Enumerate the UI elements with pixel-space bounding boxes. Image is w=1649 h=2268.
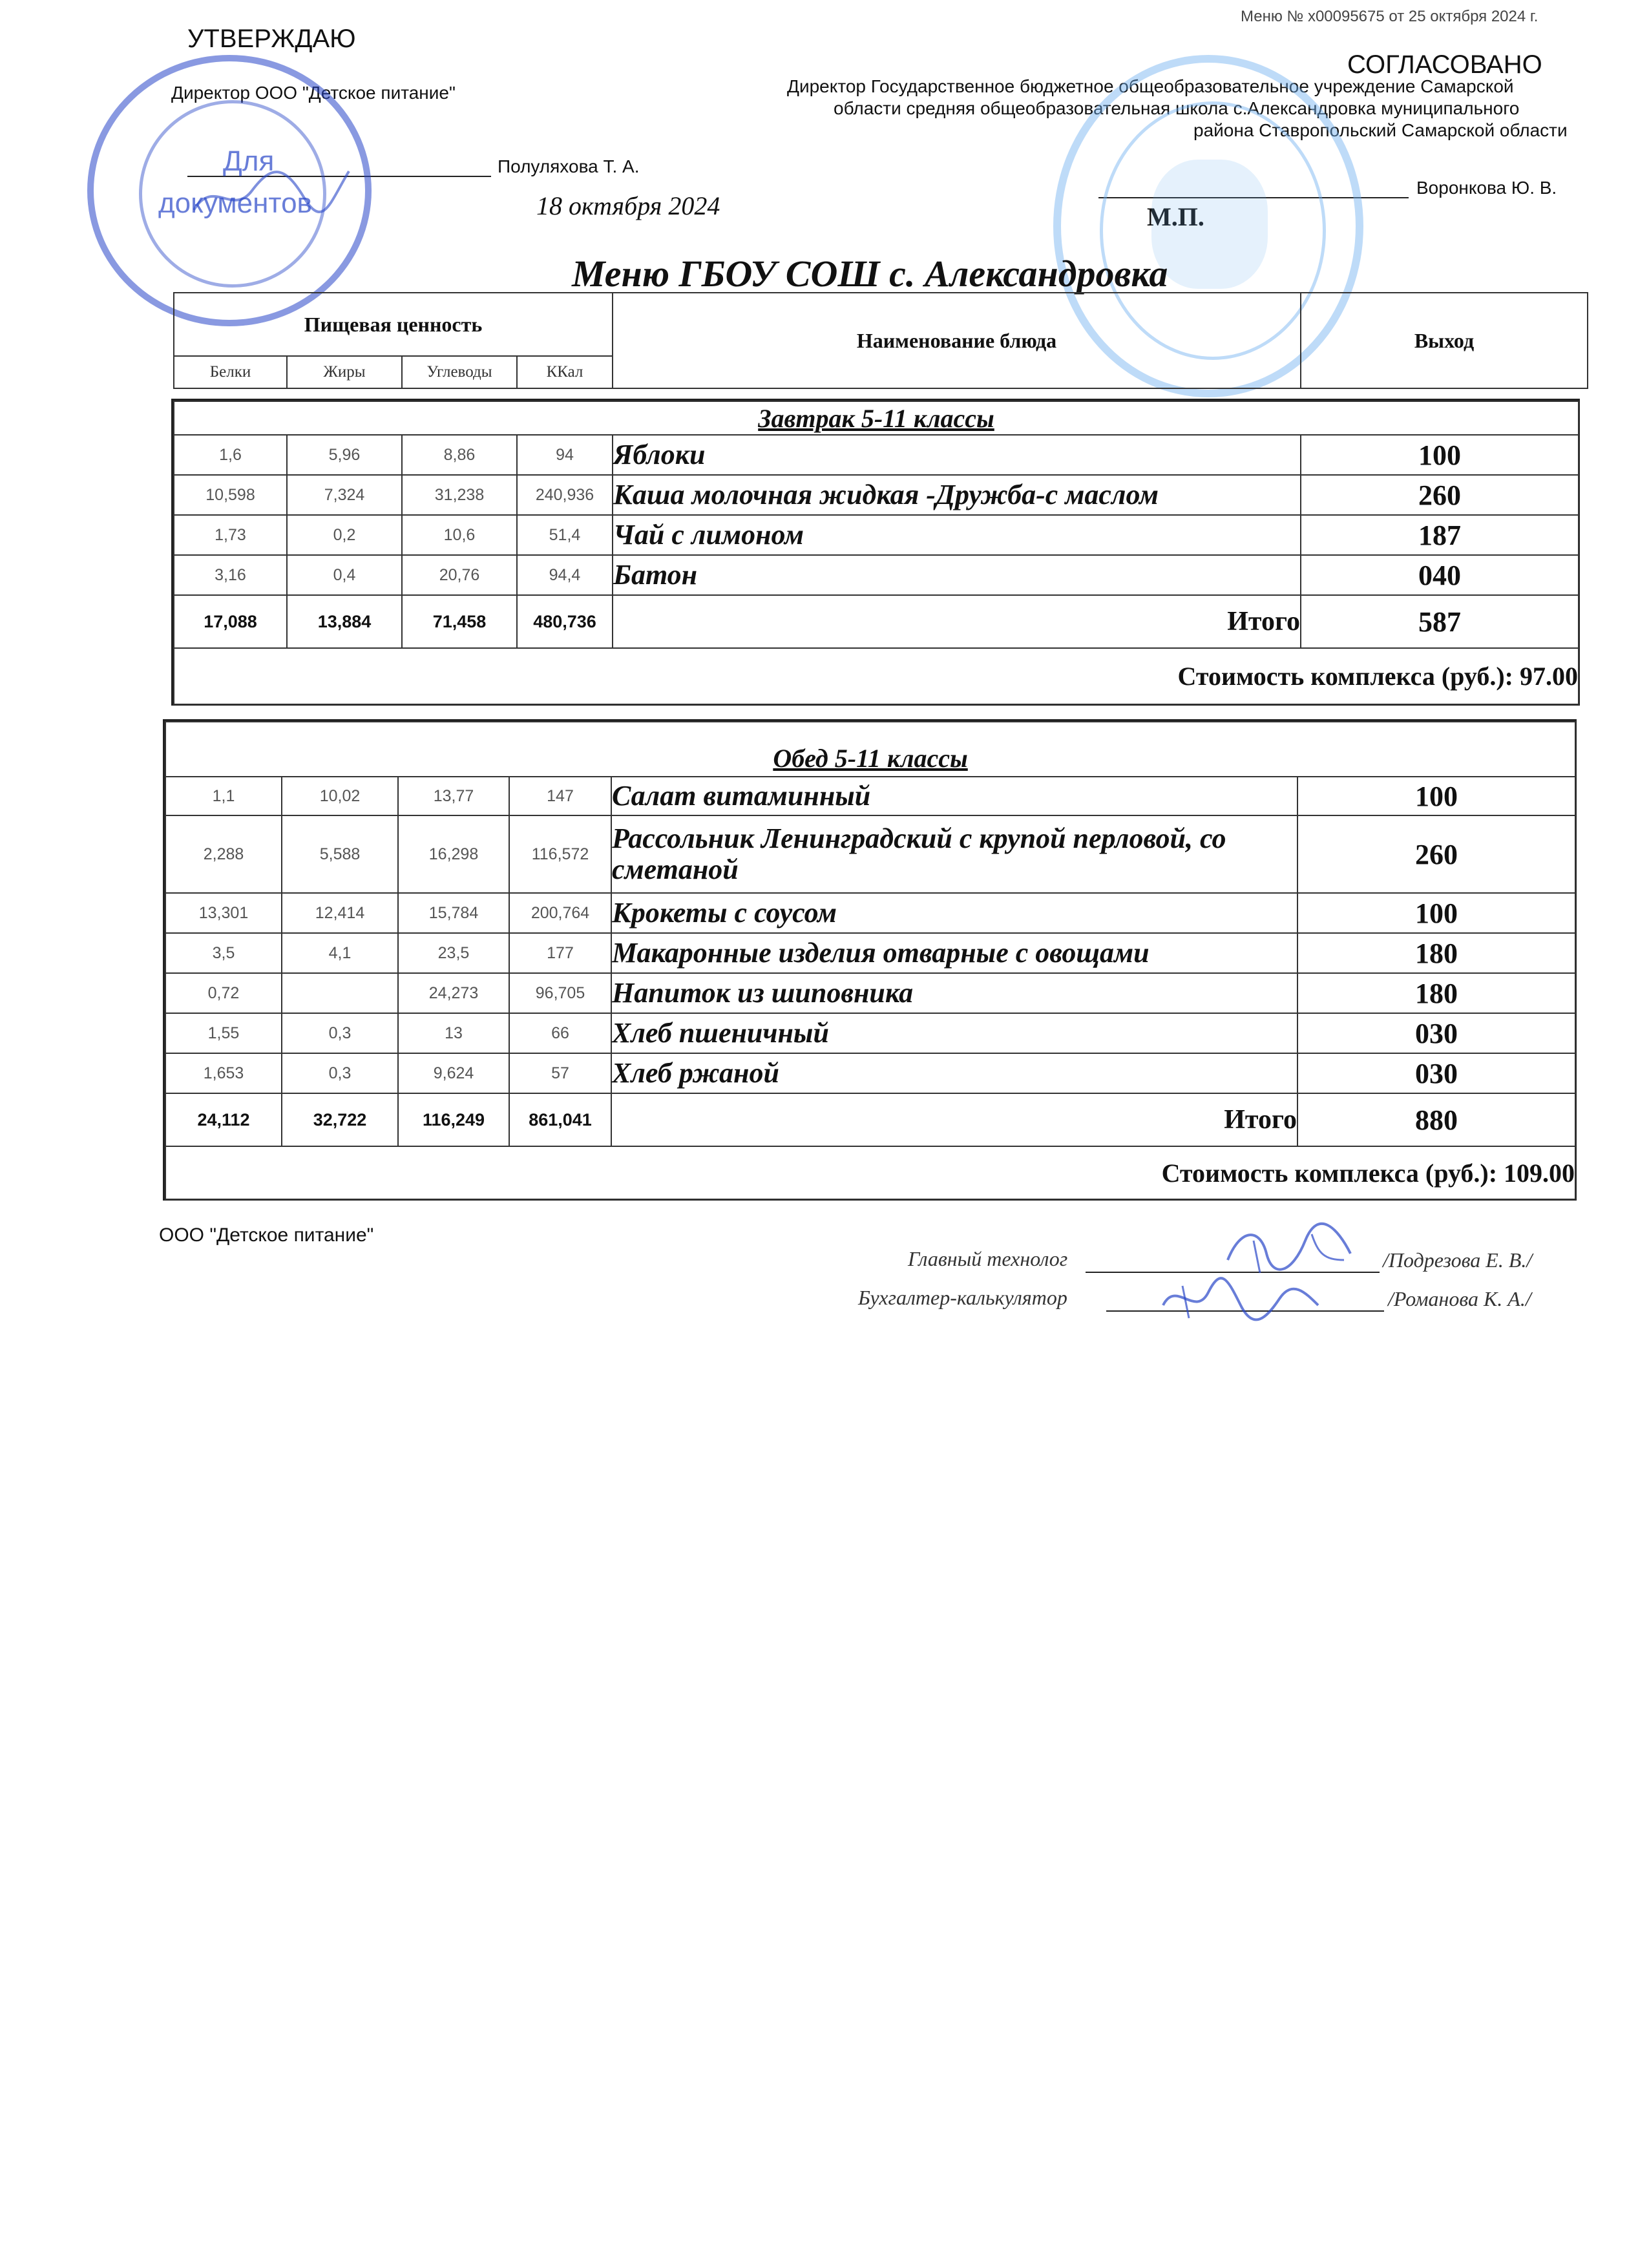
total-yield: 587 — [1301, 595, 1579, 648]
fat-cell: 5,588 — [282, 815, 398, 893]
fat-cell: 4,1 — [282, 933, 398, 973]
fat-cell: 7,324 — [287, 475, 402, 515]
table-row — [165, 777, 1575, 815]
approve-label: УТВЕРЖДАЮ — [187, 25, 356, 53]
table-row — [165, 1013, 1575, 1053]
kcal-cell: 94,4 — [517, 555, 613, 595]
dish-name: Батон — [613, 555, 1301, 595]
dish-name: Макаронные изделия отварные с овощами — [611, 933, 1297, 973]
carb-cell: 9,624 — [398, 1053, 509, 1093]
dish-yield: 100 — [1297, 893, 1575, 933]
fat-cell: 0,3 — [282, 1013, 398, 1053]
kcal-cell: 116,572 — [509, 815, 611, 893]
kcal-cell: 240,936 — [517, 475, 613, 515]
total-fat: 32,722 — [282, 1093, 398, 1146]
protein-cell: 1,73 — [174, 515, 287, 555]
fat-cell: 12,414 — [282, 893, 398, 933]
carb-cell: 13,77 — [398, 777, 509, 815]
approve-name: Полуляхова Т. А. — [498, 156, 640, 176]
agree-label: СОГЛАСОВАНО — [1347, 50, 1542, 79]
header-proteins: Белки — [174, 356, 287, 388]
page-title: Меню ГБОУ СОШ с. Александровка — [572, 253, 1168, 295]
kcal-cell: 147 — [509, 777, 611, 815]
eagle-emblem-icon — [1151, 160, 1268, 289]
total-label: Итого — [613, 595, 1301, 648]
tech-label: Главный технолог — [908, 1247, 1068, 1270]
protein-cell: 3,5 — [165, 933, 282, 973]
stamp-text-line2: документов — [158, 187, 312, 219]
protein-cell: 10,598 — [174, 475, 287, 515]
carb-cell: 8,86 — [402, 435, 517, 475]
dish-yield: 260 — [1301, 475, 1579, 515]
header-nutrition: Пищевая ценность — [174, 293, 613, 356]
lunch-title: Обед 5-11 классы — [165, 722, 1575, 777]
protein-cell: 1,1 — [165, 777, 282, 815]
dish-yield: 180 — [1297, 933, 1575, 973]
table-row — [174, 435, 1579, 475]
agree-position-line1: Директор Государственное бюджетное общеобразовательное учреждение Самарской — [787, 76, 1514, 96]
carb-cell: 20,76 — [402, 555, 517, 595]
carb-cell: 10,6 — [402, 515, 517, 555]
fat-cell: 0,2 — [287, 515, 402, 555]
protein-cell: 0,72 — [165, 973, 282, 1013]
protein-cell: 13,301 — [165, 893, 282, 933]
table-row — [165, 973, 1575, 1013]
protein-cell: 1,653 — [165, 1053, 282, 1093]
protein-cell: 3,16 — [174, 555, 287, 595]
dish-name: Чай с лимоном — [613, 515, 1301, 555]
agree-name: Воронкова Ю. В. — [1416, 178, 1557, 198]
total-row — [174, 595, 1579, 648]
fat-cell: 5,96 — [287, 435, 402, 475]
total-kcal: 861,041 — [509, 1093, 611, 1146]
header-kcal: ККал — [517, 356, 613, 388]
carb-cell: 24,273 — [398, 973, 509, 1013]
dish-name: Хлеб ржаной — [611, 1053, 1297, 1093]
agree-position-line3: района Ставропольский Самарской области — [1193, 120, 1568, 140]
acc-label: Бухгалтер-калькулятор — [858, 1286, 1067, 1309]
approve-position: Директор ООО "Детское питание" — [171, 83, 456, 103]
header-yield: Выход — [1301, 293, 1588, 388]
kcal-cell: 94 — [517, 435, 613, 475]
protein-cell: 1,6 — [174, 435, 287, 475]
fat-cell: 10,02 — [282, 777, 398, 815]
lunch-table — [165, 721, 1576, 1200]
header-dish: Наименование блюда — [613, 293, 1301, 388]
dish-name: Хлеб пшеничный — [611, 1013, 1297, 1053]
dish-name: Яблоки — [613, 435, 1301, 475]
fat-cell: 0,4 — [287, 555, 402, 595]
kcal-cell: 200,764 — [509, 893, 611, 933]
total-label: Итого — [611, 1093, 1297, 1146]
protein-cell: 2,288 — [165, 815, 282, 893]
carb-cell: 16,298 — [398, 815, 509, 893]
dish-name: Рассольник Ленинградский с крупой перловой, со сметаной — [611, 815, 1297, 893]
fat-cell — [282, 973, 398, 1013]
table-row — [165, 1053, 1575, 1093]
table-row — [174, 515, 1579, 555]
breakfast-cost: Стоимость комплекса (руб.): 97.00 — [174, 648, 1579, 704]
kcal-cell: 96,705 — [509, 973, 611, 1013]
total-carb: 71,458 — [402, 595, 517, 648]
approve-date: 18 октября 2024 — [536, 191, 720, 220]
header-fats: Жиры — [287, 356, 402, 388]
table-row — [165, 893, 1575, 933]
dish-yield: 180 — [1297, 973, 1575, 1013]
menu-number: Меню № х00095675 от 25 октября 2024 г. — [1241, 8, 1539, 25]
acc-name: /Романова К. А./ — [1388, 1287, 1531, 1310]
dish-yield: 187 — [1301, 515, 1579, 555]
dish-yield: 030 — [1297, 1053, 1575, 1093]
stamp-text-line1: Для — [223, 145, 275, 177]
protein-cell: 1,55 — [165, 1013, 282, 1053]
table-row — [174, 555, 1579, 595]
signature-accountant — [1157, 1266, 1325, 1331]
dish-name: Каша молочная жидкая -Дружба-с маслом — [613, 475, 1301, 515]
total-row — [165, 1093, 1575, 1146]
lunch-cost: Стоимость комплекса (руб.): 109.00 — [165, 1146, 1575, 1199]
table-row — [165, 815, 1575, 893]
fat-cell: 0,3 — [282, 1053, 398, 1093]
total-protein: 17,088 — [174, 595, 287, 648]
kcal-cell: 177 — [509, 933, 611, 973]
agree-mp: М.П. — [1147, 202, 1204, 231]
dish-name: Салат витаминный — [611, 777, 1297, 815]
total-protein: 24,112 — [165, 1093, 282, 1146]
carb-cell: 13 — [398, 1013, 509, 1053]
total-kcal: 480,736 — [517, 595, 613, 648]
table-row — [165, 933, 1575, 973]
carb-cell: 31,238 — [402, 475, 517, 515]
header-carbs: Углеводы — [402, 356, 517, 388]
total-yield: 880 — [1297, 1093, 1575, 1146]
breakfast-table — [173, 401, 1579, 705]
signature-approve — [187, 152, 355, 229]
total-carb: 116,249 — [398, 1093, 509, 1146]
carb-cell: 15,784 — [398, 893, 509, 933]
kcal-cell: 51,4 — [517, 515, 613, 555]
dish-yield: 100 — [1301, 435, 1579, 475]
agree-position-line2: области средняя общеобразовательная школа с.Александровка муниципального — [834, 98, 1520, 118]
kcal-cell: 66 — [509, 1013, 611, 1053]
dish-yield: 030 — [1297, 1013, 1575, 1053]
dish-name: Напиток из шиповника — [611, 973, 1297, 1013]
dish-yield: 040 — [1301, 555, 1579, 595]
dish-yield: 100 — [1297, 777, 1575, 815]
table-row — [174, 475, 1579, 515]
dish-name: Крокеты с соусом — [611, 893, 1297, 933]
menu-header-table — [173, 292, 1588, 389]
footer-company: ООО "Детское питание" — [159, 1224, 374, 1246]
breakfast-title: Завтрак 5-11 классы — [174, 401, 1579, 435]
tech-name: /Подрезова Е. В./ — [1383, 1248, 1533, 1272]
kcal-cell: 57 — [509, 1053, 611, 1093]
carb-cell: 23,5 — [398, 933, 509, 973]
total-fat: 13,884 — [287, 595, 402, 648]
dish-yield: 260 — [1297, 815, 1575, 893]
